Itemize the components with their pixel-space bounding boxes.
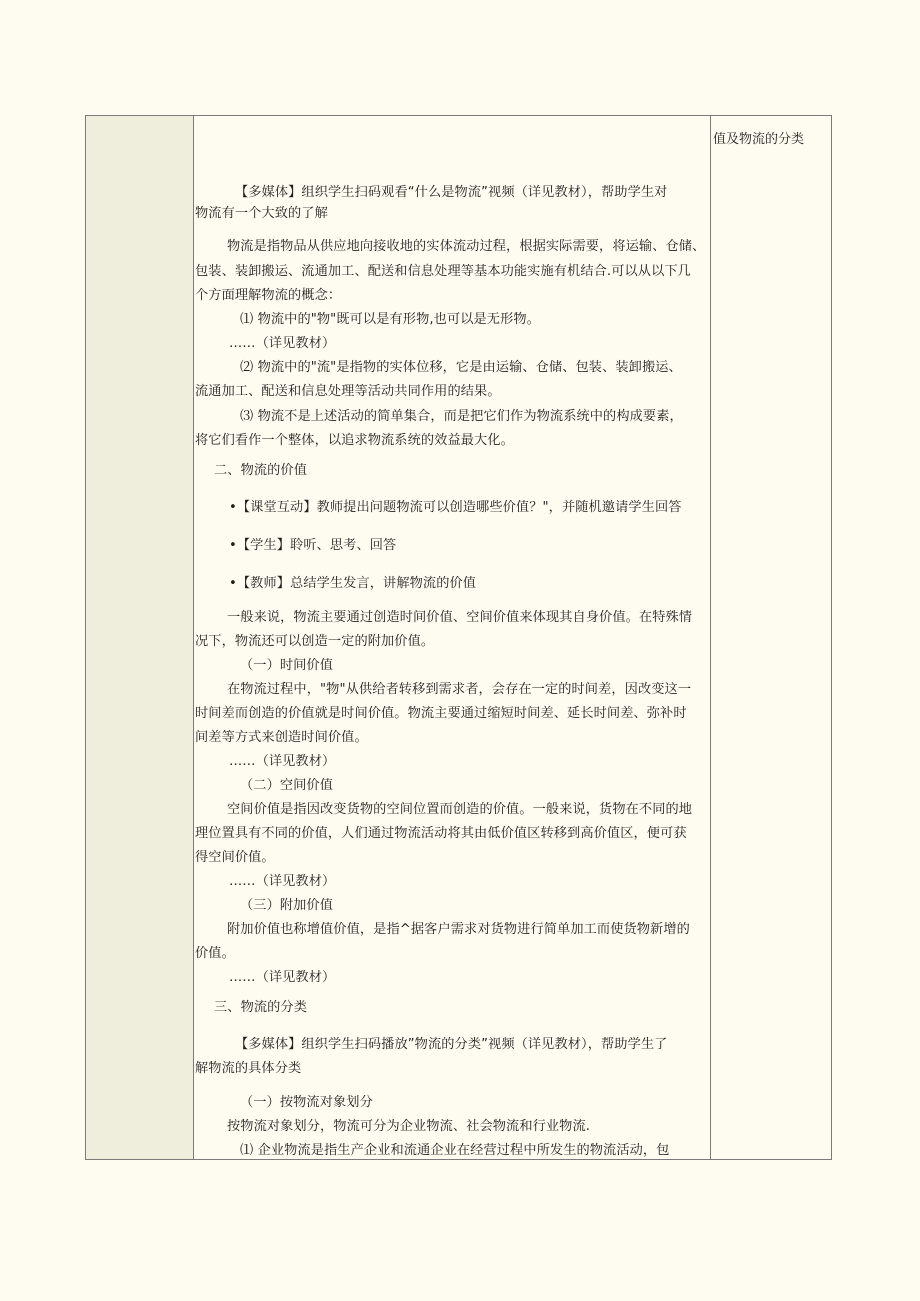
text-line: ⑴ 物流中的"物"既可以是有形物,也可以是无形物。 (240, 312, 540, 327)
bullet-item: •【课堂互动】教师提出问题物流可以创造哪些价值？"，并随机邀请学生回答 (229, 500, 682, 515)
bullet-item: •【学生】聆听、思考、回答 (229, 538, 397, 553)
section-heading: 三、物流的分类 (214, 1000, 308, 1015)
text-line: 时间差而创造的价值就是时间价值。物流主要通过缩短时间差、延长时间差、弥补时 (195, 706, 687, 721)
text-line: 包装、装卸搬运、流通加工、配送和信息处理等基本功能实施有机结合.可以从以下几 (195, 264, 691, 279)
right-column-note: 值及物流的分类 (713, 132, 805, 147)
text-line: 将它们看作一个整体，以追求物流系统的效益最大化。 (195, 433, 514, 448)
right-column-cell (710, 116, 831, 1159)
subheading: （二）空间价值 (240, 778, 334, 793)
text-line: ⑵ 物流中的"流"是指物的实体位移，它是由运输、仓储、包装、装卸搬运、 (240, 360, 682, 375)
subheading: （一）按物流对象划分 (240, 1095, 373, 1110)
text-line: 流通加工、配送和信息处理等活动共同作用的结果。 (195, 384, 501, 399)
left-column-cell (86, 116, 194, 1159)
text-line: 【多媒体】组织学生扫码观看“什么是物流”视频（详见教材），帮助学生对 (235, 185, 668, 200)
text-line: 按物流对象划分，物流可分为企业物流、社会物流和行业物流. (227, 1119, 591, 1134)
text-line: 解物流的具体分类 (195, 1061, 302, 1076)
text-line: 理位置具有不同的价值，人们通过物流活动将其由低价值区转移到高价值区，便可获 (195, 826, 687, 841)
lesson-table (85, 115, 832, 1160)
text-line: ⑴ 企业物流是指生产企业和流通企业在经营过程中所发生的物流活动，包 (240, 1143, 670, 1158)
text-line: ……（详见教材） (229, 754, 336, 769)
bullet-item: •【教师】总结学生发言，讲解物流的价值 (229, 576, 477, 591)
text-line: ⑶ 物流不是上述活动的简单集合，而是把它们作为物流系统中的构成要素， (240, 409, 683, 424)
text-line: 价值。 (195, 946, 235, 961)
text-line: 附加价值也称增值价值，是指^据客户需求对货物进行简单加工而使货物新增的 (227, 922, 690, 937)
text-line: 空间价值是指因改变货物的空间位置而创造的价值。一般来说，货物在不同的地 (227, 802, 693, 817)
text-line: 况下，物流还可以创造一定的附加价值。 (195, 634, 435, 649)
text-line: 在物流过程中，"物"从供给者转移到需求者，会存在一定的时间差，因改变这一 (227, 682, 692, 697)
text-line: ……（详见教材） (229, 970, 336, 985)
text-line: 物流是指物品从供应地向接收地的实体流动过程，根据实际需要，将运输、仓储、 (227, 239, 706, 254)
text-line: 【多媒体】组织学生扫码播放”物流的分类”视频（详见教材），帮助学生了 (235, 1037, 668, 1052)
text-line: ……（详见教材） (229, 336, 336, 351)
text-line: 得空间价值。 (195, 850, 275, 865)
text-line: 物流有一个大致的了解 (195, 206, 328, 221)
text-line: 个方面理解物流的概念： (195, 288, 342, 303)
text-line: ……（详见教材） (229, 874, 336, 889)
section-heading: 二、物流的价值 (214, 463, 308, 478)
text-line: 一般来说，物流主要通过创造时间价值、空间价值来体现其自身价值。在特殊情 (227, 610, 693, 625)
subheading: （一）时间价值 (240, 658, 334, 673)
text-line: 间差等方式来创造时间价值。 (195, 730, 368, 745)
content-cell (194, 116, 710, 1159)
subheading: （三）附加价值 (240, 898, 334, 913)
